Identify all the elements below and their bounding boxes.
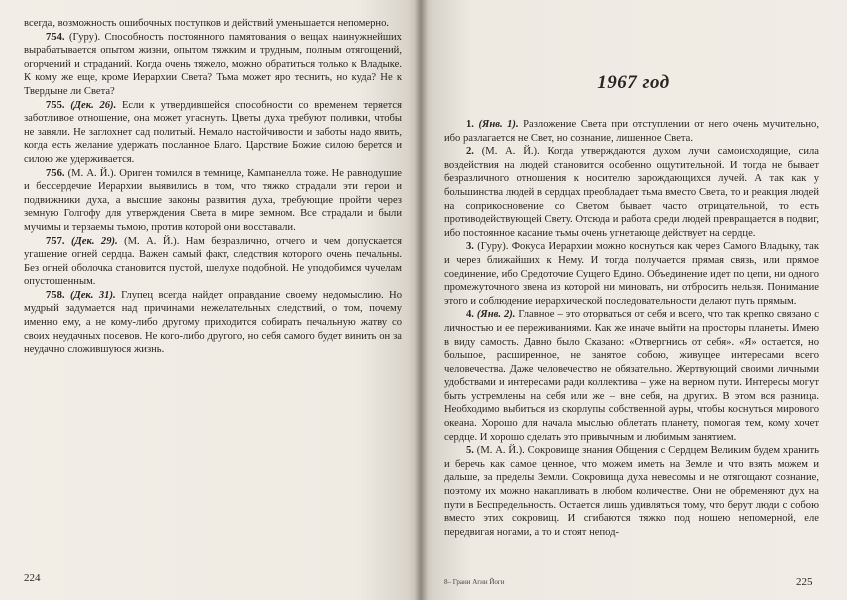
paragraph-date: (Дек. 29). xyxy=(70,235,118,247)
paragraph-text: (М. А. Й.). Сокровище знания Общения с Сердцем Великим будем хранить и беречь как самое ценное, что можем иметь на Земле и что взять можем и дальше, за пределы Земли. Сокровища духа невесомы и не отягощают сознание, поэтому их можно накапливать в любом количестве. Они не обременяют дух на пути в Беспредельность. Остается лишь удивляться тому, что берут люди с собою вместо этих сокровищ. И сгибаются тяжко под ношею непомерной, еле передвигая ногами, а то и стоят непод- xyxy=(444,445,819,538)
paragraph-number: 3. xyxy=(466,241,474,253)
left-page xyxy=(0,0,420,600)
paragraph xyxy=(444,240,819,308)
paragraph-number: 754. xyxy=(46,31,65,43)
paragraph-number: 1. xyxy=(466,119,474,130)
paragraph xyxy=(444,444,819,539)
paragraph-text: Глупец всегда найдет оправдание своему недомыслию. Но мудрый задумается над причинами нежелательных следствий, о том, почему именно ему, а не кому-либо другому приходится собирать печальную жатву со своих неудачных посевов. Не кого-либо другого, но себя самого будет винить он за неудачно сложившуюся жизнь. xyxy=(24,289,402,356)
paragraph-number: 755. xyxy=(46,99,65,111)
paragraph-text: всегда, возможность ошибочных поступков и действий уменьшается непомерно. xyxy=(24,18,390,29)
paragraph-text: Главное – это оторваться от себя и всего, что так крепко связано с личностью и ее переживаниями. Как же иначе выйти на просторы планеты. Имею в виду самость. Давно было Сказано: «Отвергнись от себя». «Я» остается, но большое, расширенное, не занятое собою, живущее интересами всего человечества. Даже человечество не обязательно. Жертвующий своими личными удобствами и интересами ради коллектива – уже на верном пути. Интересы могут быть устремлены на себя или же – вне себя, на других. В этом вся разница. Необходимо выбиться из скорлупы собственной ауры, чтобы коснуться мирового океана. Хорошо для начала мыслью облетать планету, помогая тем, кому хочет сердце. И хорошо сделать это привычным и любимым занятием. xyxy=(444,309,819,443)
paragraph-text: (М. А. Й.). Когда утверждаются духом лучи самоисходящие, сила воздействия на людей становится особенно ощутительной. И тогда не бывает безразличного отношения к носителю зарождающихся лучей. А так как у большинства людей в сердцах преобладает тьма вместо Света, то и реакция людей на соприкосновение со Светом бывает часто отрицательной, то есть противодействующей Свету. Отсюда и работа среди людей превращается в подвиг, ибо постоянное касание тьмы очень угнетающе действует на сердце. xyxy=(444,146,819,239)
paragraph-date: (Дек. 31). xyxy=(69,289,116,301)
paragraph-number: 758. xyxy=(46,289,65,301)
paragraph-date: (Янв. 1). xyxy=(478,119,519,130)
right-page-text xyxy=(444,118,819,539)
paragraph-text: (Гуру). Способность постоянного памятования о вещах наинужнейших вырабатывается опытом жизни, опытом тяжким и трудным, полным отягощений, огорчений и страданий. Когда очень тяжело, можно обратиться только к Владыке. К кому же еще, кроме Иерархии Света? Тьма может яро теснить, но куда? Не к Твердыне ли Света? xyxy=(24,31,402,97)
paragraph xyxy=(444,308,819,444)
paragraph xyxy=(444,145,819,240)
paragraph-text: Если к утвердившейся способности со временем теряется заботливое отношение, она может угаснуть. Цветы духа требуют поливки, чтобы не завяли. Не заглохнет сад политый. Немало настойчивости и заботы надо явить, когда есть желание удержать посланное Благо. Царствие Божие силою берется и силою же удерживается. xyxy=(24,99,402,165)
paragraph-number: 757. xyxy=(46,235,65,247)
paragraph-text: (Гуру). Фокуса Иерархии можно коснуться как через Самого Владыку, так и через ближайших к Нему. И тогда получается прямая связь, или прямое соединение, ибо Средоточие Сущего Едино. Объединение идет по цепи, ни одного промежуточного звена из которой ни миновать, ни отбросить нельзя. Понимание этого и соблюдение иерархической последовательности делают путь прямым. xyxy=(444,241,819,307)
paragraph xyxy=(24,167,402,235)
paragraph-number: 4. xyxy=(466,309,474,321)
paragraph-number: 756. xyxy=(46,167,65,179)
right-page-number: 225 xyxy=(796,576,813,588)
paragraph xyxy=(24,289,402,357)
footer-note: 8– Грани Агни Йоги xyxy=(444,578,505,586)
paragraph xyxy=(24,31,402,99)
paragraph xyxy=(24,17,402,31)
paragraph-number: 2. xyxy=(466,146,474,158)
paragraph-date: (Янв. 2). xyxy=(476,309,516,321)
paragraph-text: Разложение Света при отступлении от него очень мучительно, ибо разлагается не Свет, но сознание, лишенное Света. xyxy=(444,119,819,144)
left-page-number: 224 xyxy=(24,572,41,584)
paragraph-number: 5. xyxy=(466,445,474,457)
paragraph xyxy=(24,235,402,289)
paragraph-text: (М. А. Й.). Нам безразлично, отчего и чем допускается угашение огней сердца. Важен самый факт, следствия которого очень печальны. Без огней оболочка становится пустой, шелухе подобной. Не уподобимся чучелам опустошенным. xyxy=(24,235,402,288)
year-heading: 1967 год xyxy=(597,72,670,93)
paragraph-date: (Дек. 26). xyxy=(70,99,117,111)
left-page-text xyxy=(24,17,402,357)
paragraph xyxy=(24,99,402,167)
paragraph xyxy=(444,118,819,145)
paragraph-text: (М. А. Й.). Ориген томился в темнице, Кампанелла тоже. Не равнодушие и бессердечие Иерархии выявились в том, что тяжко страдали эти герои и подвижники духа, а высшие законы развития духа, требующие пройти через земную Голгофу для утверждения Света в мире земном. Все страдали и были мучимы и терзаемы тьмою, против которой они восставали. xyxy=(24,167,402,233)
